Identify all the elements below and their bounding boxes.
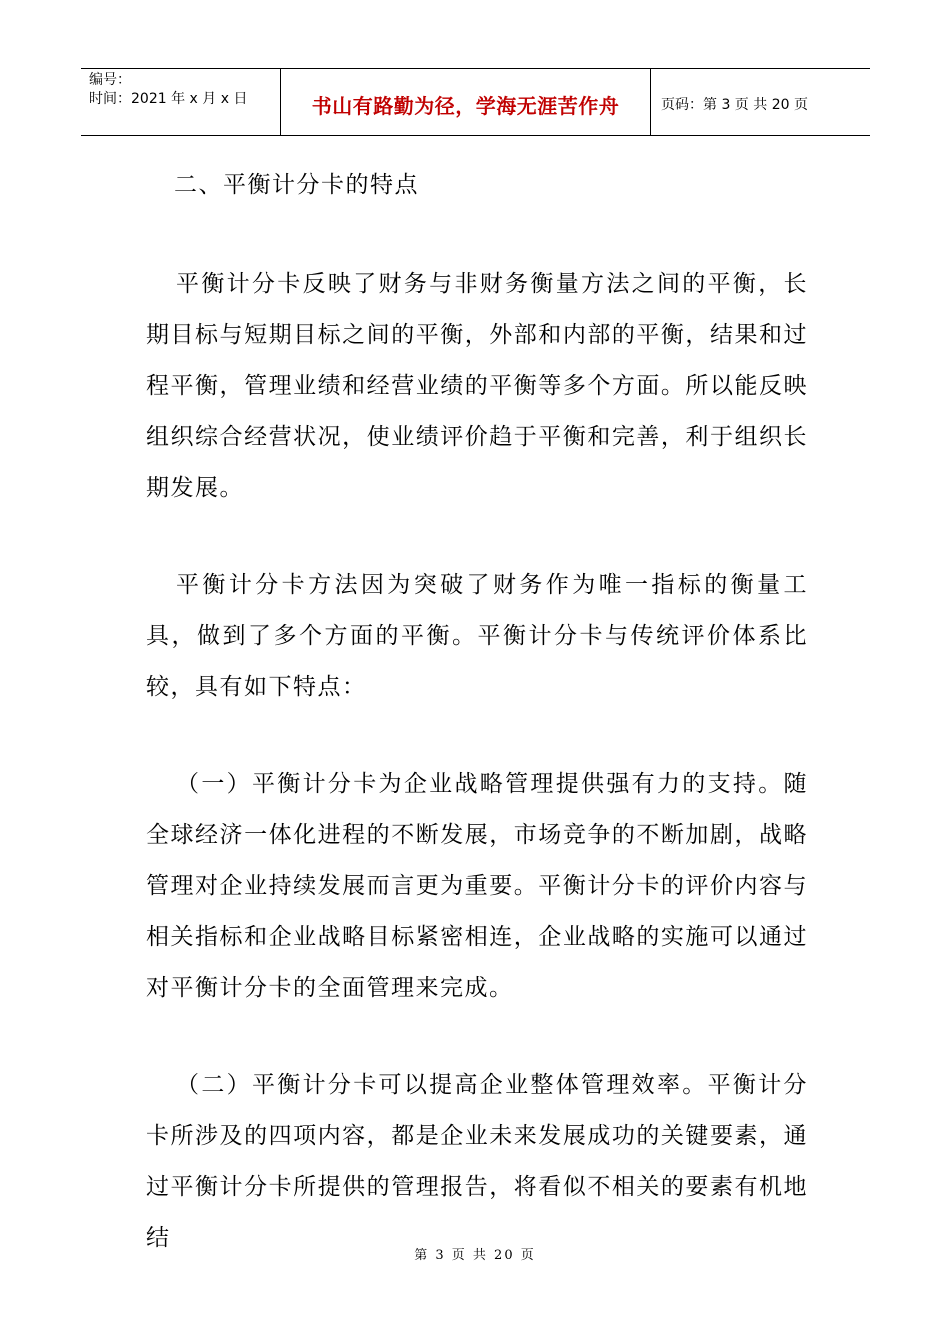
section-title: 二、平衡计分卡的特点: [174, 172, 419, 198]
header-meta: [81, 69, 281, 135]
document-body: [146, 160, 808, 1264]
header-page-info: 页码：第 3 页 共 20 页: [661, 97, 808, 113]
body-paragraph: （一）平衡计分卡为企业战略管理提供强有力的支持。随全球经济一体化进程的不断发展，市场竞争的不断加剧，战略管理对企业持续发展而言更为重要。平衡计分卡的评价内容与相关指标和企业战略目标紧密相连，企业战略的实施可以通过对平衡计分卡的全面管理来完成。: [146, 771, 808, 1001]
page-footer: 第 3 页 共 20 页: [414, 1248, 536, 1263]
body-paragraph: （二）平衡计分卡可以提高企业整体管理效率。平衡计分卡所涉及的四项内容，都是企业未来发展成功的关键要素，通过平衡计分卡所提供的管理报告，将看似不相关的要素有机地结: [146, 1072, 808, 1251]
page-header: [81, 68, 870, 136]
body-paragraph: 平衡计分卡反映了财务与非财务衡量方法之间的平衡，长期目标与短期目标之间的平衡，外部和内部的平衡，结果和过程平衡，管理业绩和经营业绩的平衡等多个方面。所以能反映组织综合经营状况，使业绩评价趋于平衡和完善，利于组织长期发展。: [146, 271, 808, 501]
document-time-label: 时间：2021 年 x 月 x 日: [89, 91, 248, 107]
header-motto: 书山有路勤为径，学海无涯苦作舟: [281, 69, 651, 135]
document-number-label: 编号：: [89, 72, 131, 88]
body-paragraph: 平衡计分卡方法因为突破了财务作为唯一指标的衡量工具，做到了多个方面的平衡。平衡计分卡与传统评价体系比较，具有如下特点：: [146, 572, 808, 700]
